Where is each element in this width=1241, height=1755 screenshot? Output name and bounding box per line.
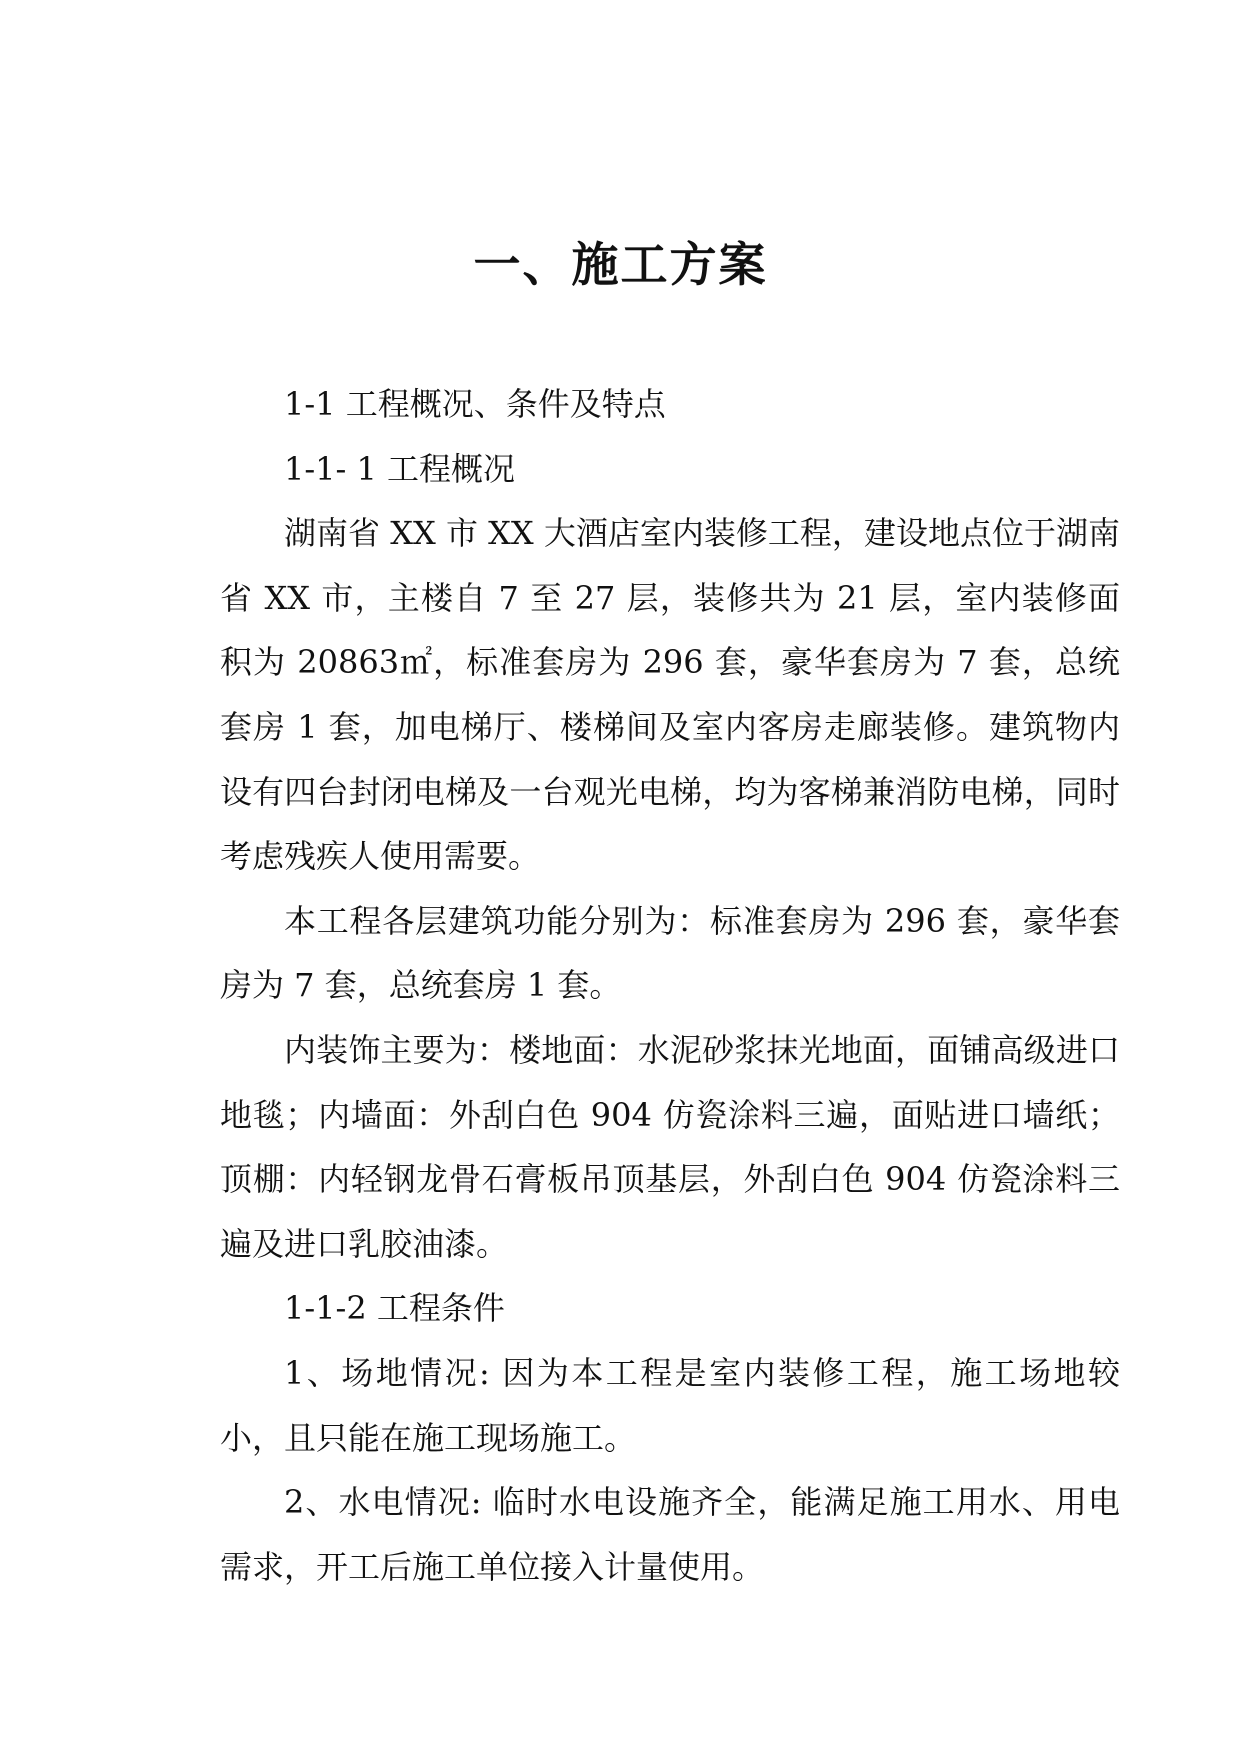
site-condition-paragraph: 1、场地情况: 因为本工程是室内装修工程，施工场地较小，且只能在施工现场施工。 — [220, 1353, 1120, 1457]
project-overview-paragraph: 湖南省 XX 市 XX 大酒店室内装修工程，建设地点位于湖南省 XX 市，主楼自 7 至 27 层，装修共为 21 层，室内装修面积为 20863㎡，标准套房为 296 套，豪华套房为 7 套，总统套房 1 套，加电梯厅、楼梯间及室内客房走廊装修。建筑物内设有四台封闭电梯及一台观光电梯，均为客梯兼消防电梯，同时考虑残疾人使用需要。 — [220, 514, 1120, 876]
document-body — [220, 372, 1120, 1599]
interior-decoration-paragraph: 内装饰主要为：楼地面：水泥砂浆抹光地面，面铺高级进口地毯；内墙面：外刮白色 904 仿瓷涂料三遍，面贴进口墙纸；顶棚：内轻钢龙骨石膏板吊顶基层，外刮白色 904 仿瓷涂料三遍及进口乳胶油漆。 — [220, 1030, 1120, 1263]
utilities-condition-paragraph: 2、水电情况: 临时水电设施齐全，能满足施工用水、用电需求，开工后施工单位接入计量使用。 — [220, 1483, 1120, 1586]
page-title: 一、施工方案 — [473, 238, 768, 293]
section-heading-1-1: 1-1 工程概况、条件及特点 — [284, 385, 666, 423]
building-function-paragraph: 本工程各层建筑功能分别为：标准套房为 296 套，豪华套房为 7 套，总统套房 1 套。 — [220, 901, 1120, 1005]
section-heading-1-1-2: 1-1-2 工程条件 — [284, 1289, 505, 1328]
section-heading-1-1-1: 1-1- 1 工程概况 — [284, 449, 516, 488]
